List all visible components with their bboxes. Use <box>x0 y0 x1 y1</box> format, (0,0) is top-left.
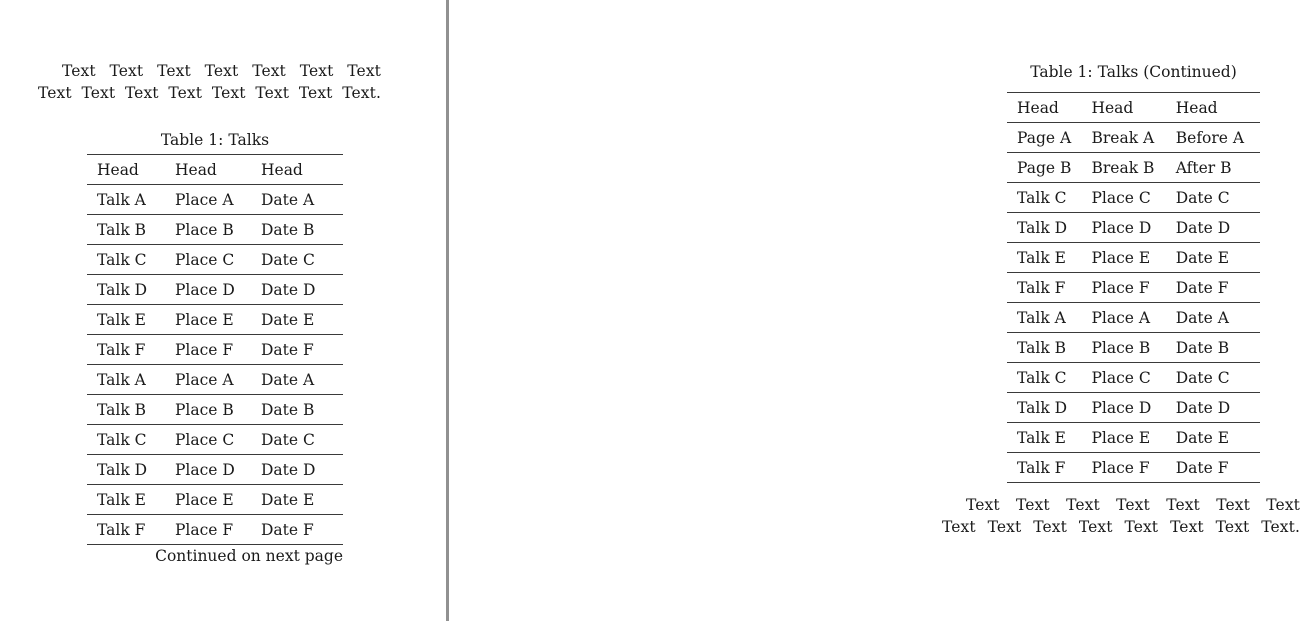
caption-number: Table 1: <box>1030 63 1093 81</box>
table-row <box>87 395 343 425</box>
paragraph-line-text: Text Text Text Text Text Text Text Text. <box>38 84 381 102</box>
table-cell: Date A <box>261 370 315 389</box>
column-header-1: Head <box>1091 98 1134 117</box>
table-cell: Talk A <box>97 190 146 209</box>
table-cell: Place C <box>1091 368 1151 387</box>
table-cell: Date A <box>261 190 315 209</box>
table-cell: Place B <box>175 400 234 419</box>
table-row <box>1007 363 1260 393</box>
table-cell: Place C <box>175 430 235 449</box>
table-cell: Date A <box>1175 308 1229 327</box>
page-right <box>450 0 1300 621</box>
table-cell: Place A <box>175 370 234 389</box>
table-cell: Talk A <box>1017 308 1066 327</box>
left-page-paragraph <box>38 60 381 104</box>
table-cell: Place E <box>175 310 234 329</box>
table-row <box>87 305 343 335</box>
table-row <box>87 365 343 395</box>
table-cell: Date B <box>1175 338 1230 357</box>
table-cell: Talk D <box>1017 218 1068 237</box>
table-cell: After B <box>1175 158 1232 177</box>
paragraph-line <box>38 82 381 104</box>
table-cell: Place A <box>1091 308 1151 327</box>
table-cell: Place A <box>175 190 234 209</box>
table-row <box>1007 153 1260 183</box>
table-cell: Date F <box>1175 458 1229 477</box>
table-cell: Place D <box>175 280 235 299</box>
paragraph-line <box>942 516 1300 538</box>
column-header-2: Head <box>261 160 303 179</box>
table-cell: Talk C <box>1017 188 1067 207</box>
table-cell: Date D <box>261 460 316 479</box>
table-cell: Before A <box>1175 128 1245 147</box>
table-cell: Place F <box>1091 458 1150 477</box>
table-cell: Talk B <box>97 400 147 419</box>
table-row <box>1007 213 1260 243</box>
table-cell: Place B <box>1091 338 1151 357</box>
paragraph-line-text: Text Text Text Text Text Text Text <box>966 496 1300 514</box>
table-cell: Date F <box>261 340 314 359</box>
table-header-row <box>87 155 343 185</box>
table-cell: Place D <box>1091 398 1152 417</box>
table-row <box>1007 453 1260 483</box>
table-cell: Talk D <box>97 280 148 299</box>
table-row <box>87 275 343 305</box>
table-body <box>87 185 343 545</box>
table-cell: Date C <box>1175 368 1230 387</box>
table-row <box>1007 393 1260 423</box>
table-cell: Talk F <box>97 340 146 359</box>
table-cell: Talk F <box>1017 458 1066 477</box>
table-cell: Page A <box>1017 128 1072 147</box>
table-row <box>87 425 343 455</box>
table-cell: Place D <box>175 460 235 479</box>
table-cell: Place E <box>175 490 234 509</box>
paragraph-line <box>38 60 381 82</box>
column-header-0: Head <box>1017 98 1059 117</box>
table-cell: Talk E <box>97 310 146 329</box>
table-cell: Date D <box>1175 218 1231 237</box>
table-cell: Talk C <box>97 430 147 449</box>
paragraph-line-text: Text Text Text Text Text Text Text <box>62 62 381 80</box>
table-cell: Date E <box>261 310 315 329</box>
table-cell: Talk E <box>1017 428 1066 447</box>
table-header-row <box>1007 93 1260 123</box>
table-head <box>87 155 343 185</box>
table-cell: Place C <box>175 250 235 269</box>
table-cell: Place F <box>175 520 234 539</box>
table-cell: Place F <box>1091 278 1150 297</box>
table-cell: Talk D <box>97 460 148 479</box>
table-cell: Talk E <box>1017 248 1066 267</box>
page-divider <box>446 0 449 621</box>
table-row <box>1007 273 1260 303</box>
table-row <box>87 215 343 245</box>
table-cell: Date B <box>261 400 315 419</box>
table-row <box>1007 243 1260 273</box>
table-row <box>1007 423 1260 453</box>
table-cell: Place F <box>175 340 234 359</box>
table-cell: Break A <box>1091 128 1155 147</box>
talks-table-right <box>1007 92 1260 483</box>
paragraph-line <box>942 494 1300 516</box>
table-caption-left <box>87 130 343 150</box>
right-page-paragraph <box>942 494 1300 538</box>
table-cell: Date E <box>1175 248 1230 267</box>
table-row <box>87 515 343 545</box>
table-cell: Date B <box>261 220 315 239</box>
table-cell: Place B <box>175 220 234 239</box>
table-cell: Break B <box>1091 158 1155 177</box>
table-cell: Date C <box>261 430 315 449</box>
table-cell: Talk F <box>97 520 146 539</box>
talks-table-left <box>87 154 343 545</box>
table-cell: Place E <box>1091 428 1151 447</box>
table-cell: Page B <box>1017 158 1072 177</box>
table-cell: Talk F <box>1017 278 1066 297</box>
table-row <box>1007 183 1260 213</box>
table-cell: Date D <box>1175 398 1231 417</box>
table-row <box>1007 333 1260 363</box>
table-row <box>87 485 343 515</box>
table-head <box>1007 93 1260 123</box>
table-cell: Date F <box>261 520 314 539</box>
table-row <box>87 245 343 275</box>
table-cell: Talk C <box>1017 368 1067 387</box>
caption-number: Table 1: <box>160 131 224 149</box>
table-row <box>87 335 343 365</box>
column-header-0: Head <box>97 160 139 179</box>
table-cell: Date E <box>261 490 315 509</box>
table-cell: Date E <box>1175 428 1230 447</box>
table-cell: Date C <box>1175 188 1230 207</box>
table-cell: Date D <box>261 280 316 299</box>
table-cell: Place D <box>1091 218 1152 237</box>
column-header-1: Head <box>175 160 217 179</box>
table-row <box>87 185 343 215</box>
table-row <box>87 455 343 485</box>
table-cell: Date C <box>261 250 315 269</box>
table-cell: Talk B <box>1017 338 1067 357</box>
caption-title: Talks (Continued) <box>1097 63 1237 81</box>
table-cell: Place E <box>1091 248 1151 267</box>
page-left <box>0 0 446 621</box>
table-cell: Talk E <box>97 490 146 509</box>
caption-title: Talks <box>228 131 270 149</box>
table-body <box>1007 123 1260 483</box>
table-cell: Talk D <box>1017 398 1068 417</box>
table-row <box>1007 123 1260 153</box>
table-cell: Talk A <box>97 370 146 389</box>
table-cell: Place C <box>1091 188 1151 207</box>
column-header-2: Head <box>1175 98 1218 117</box>
table-cell: Talk C <box>97 250 147 269</box>
table-continuation-footer: Continued on next page <box>155 547 343 565</box>
table-cell: Talk B <box>97 220 147 239</box>
table-cell: Date F <box>1175 278 1229 297</box>
paragraph-line-text: Text Text Text Text Text Text Text Text. <box>942 518 1300 536</box>
table-row <box>1007 303 1260 333</box>
table-caption-right <box>1007 62 1260 82</box>
